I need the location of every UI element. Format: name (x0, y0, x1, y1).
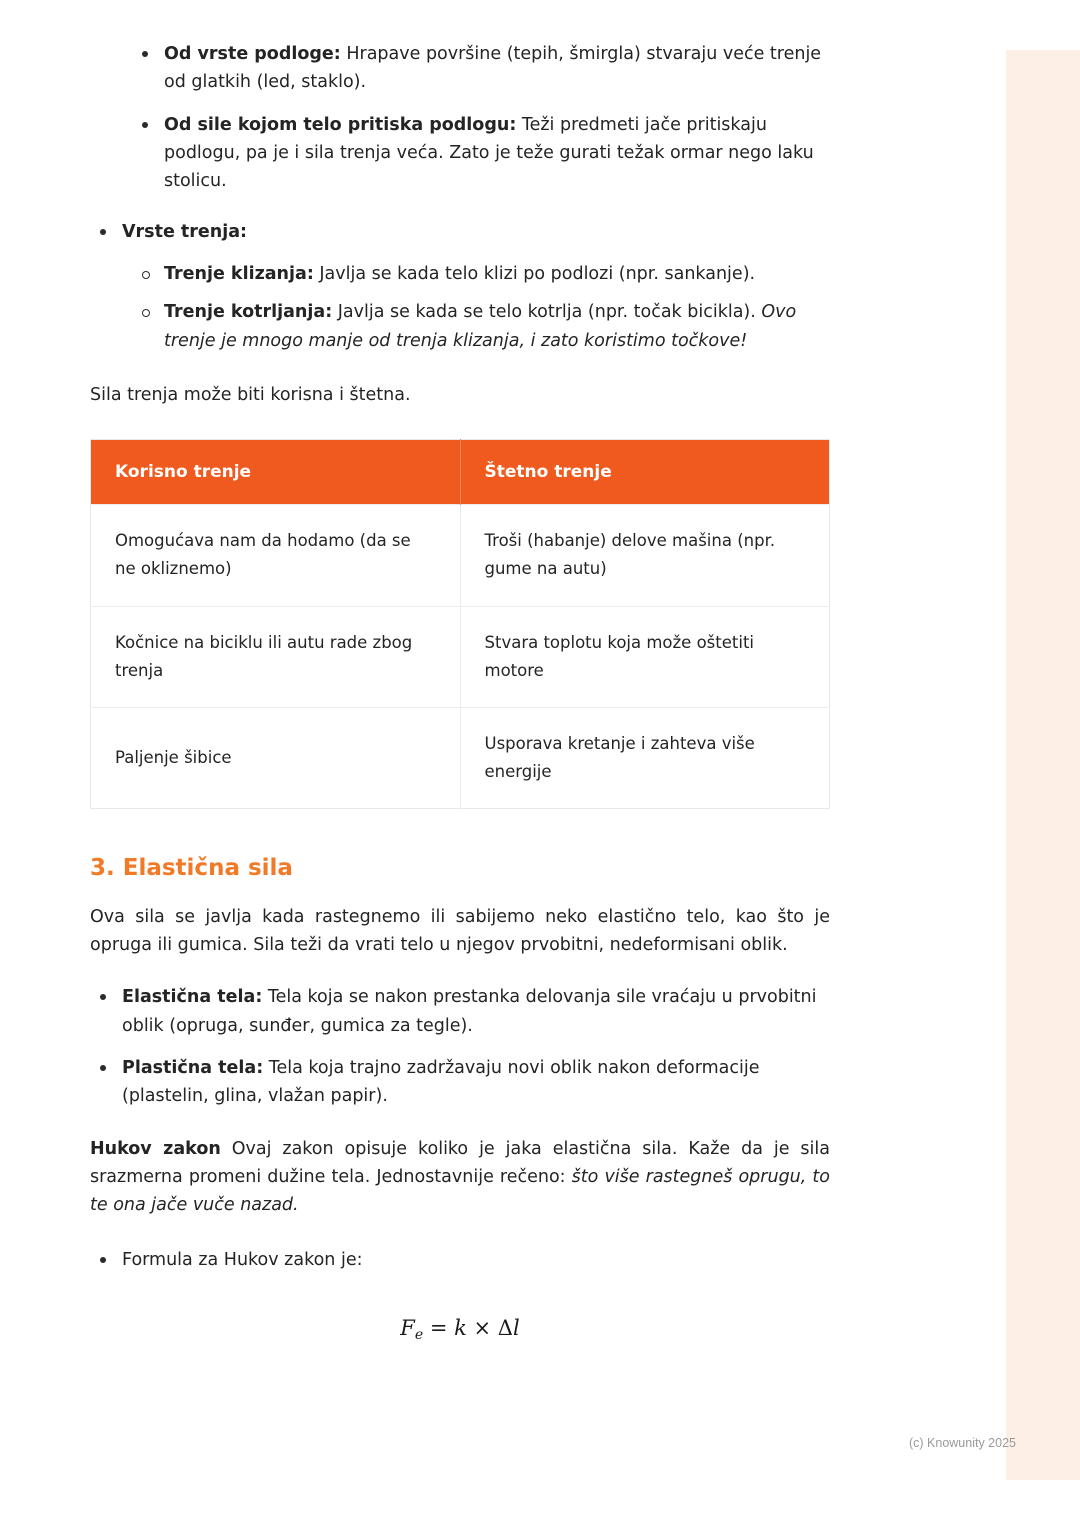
table-cell: Usporava kretanje i zahteva više energije (460, 707, 830, 808)
list-item-label: Od vrste podloge: (164, 44, 341, 64)
list-item (90, 983, 830, 1040)
table-cell: Kočnice na biciklu ili autu rade zbog trenja (91, 606, 461, 707)
list-item (132, 40, 830, 97)
table-row (91, 505, 830, 606)
elastic-bodies-list (90, 983, 830, 1110)
hooke-law-label: Hukov zakon (90, 1138, 221, 1159)
list-item-emphasis: Ovo trenje je mnogo manje od trenja klizanja, i zato koristimo točkove! (164, 302, 797, 351)
section-paragraph: Ova sila se javlja kada rastegnemo ili sabijemo neko elastično telo, kao što je opruga ili gumica. Sila teži da vrati telo u njegov prvobitni, nedeformisani oblik. (90, 906, 830, 956)
list-item-text: Javlja se kada se telo kotrlja (npr. točak bicikla). (332, 302, 762, 323)
section-heading-elastic-force: 3. Elastična sila (90, 854, 293, 881)
hooke-formula: $F_e = k \times \Delta l$ (400, 1316, 520, 1344)
friction-comparison-table (90, 439, 830, 808)
list-item (90, 1246, 830, 1274)
right-margin-decoration (970, 0, 1080, 1528)
peach-stripe (1006, 50, 1080, 1480)
table-cell: Paljenje šibice (91, 707, 461, 808)
list-item-label: Trenje klizanja: (164, 264, 314, 285)
list-item (90, 218, 830, 246)
table-row (91, 707, 830, 808)
hooke-law-emphasis: što više rastegneš oprugu, to te ona jače vuče nazad. (90, 1167, 830, 1216)
document-content (90, 40, 830, 1343)
list-item-text: Hrapave površine (tepih, šmirgla) stvaraju veće trenje od glatkih (led, staklo). (164, 44, 822, 93)
copyright-notice: (c) Knowunity 2025 (908, 1436, 1016, 1450)
list-item (132, 111, 830, 196)
list-item-label: Elastična tela: (122, 987, 263, 1008)
list-item-text: Teži predmeti jače pritiskaju podlogu, pa je i sila trenja veća. Zato je teže gurati težak ormar nego laku stolicu. (164, 114, 814, 192)
list-item-text: Formula za Hukov zakon je: (122, 1249, 363, 1270)
table-cell: Troši (habanje) delove mašina (npr. gume na autu) (460, 505, 830, 606)
list-item-label: Plastična tela: (122, 1058, 264, 1079)
list-item-label: Trenje kotrljanja: (164, 302, 333, 323)
list-item (132, 298, 830, 355)
friction-types-list (90, 218, 830, 355)
table-row (91, 606, 830, 707)
table-cell: Omogućava nam da hodamo (da se ne okliznemo) (91, 505, 461, 606)
hooke-law-paragraph (90, 1135, 830, 1220)
table-header-cell-useful: Korisno trenje (91, 440, 461, 505)
white-divider-stripe (998, 50, 1006, 1480)
list-item-text: Tela koja se nakon prestanka delovanja sile vraćaju u prvobitni oblik (opruga, sunđer, gumica za tegle). (122, 987, 817, 1036)
list-item-label: Vrste trenja: (122, 221, 248, 242)
list-item-label: Od sile kojom telo pritiska podlogu: (164, 114, 517, 135)
list-item (90, 1054, 830, 1111)
formula-list (90, 1246, 830, 1274)
table-cell: Stvara toplotu koja može oštetiti motore (460, 606, 830, 707)
list-item-text: Tela koja trajno zadržavaju novi oblik nakon deformacije (plastelin, glina, vlažan papir). (122, 1058, 760, 1107)
table-header-cell-harmful: Štetno trenje (460, 440, 830, 505)
list-item (132, 260, 830, 288)
hooke-law-text: Ovaj zakon opisuje koliko je jaka elastična sila. Kaže da je sila srazmerna promeni dužine tela. Jednostavnije rečeno: (90, 1138, 830, 1188)
friction-factors-list (90, 40, 830, 196)
table-intro-sentence: Sila trenja može biti korisna i štetna. (90, 385, 411, 406)
list-item-text: Javlja se kada telo klizi po podlozi (npr. sankanje). (313, 264, 756, 285)
table-header-row (91, 440, 830, 505)
